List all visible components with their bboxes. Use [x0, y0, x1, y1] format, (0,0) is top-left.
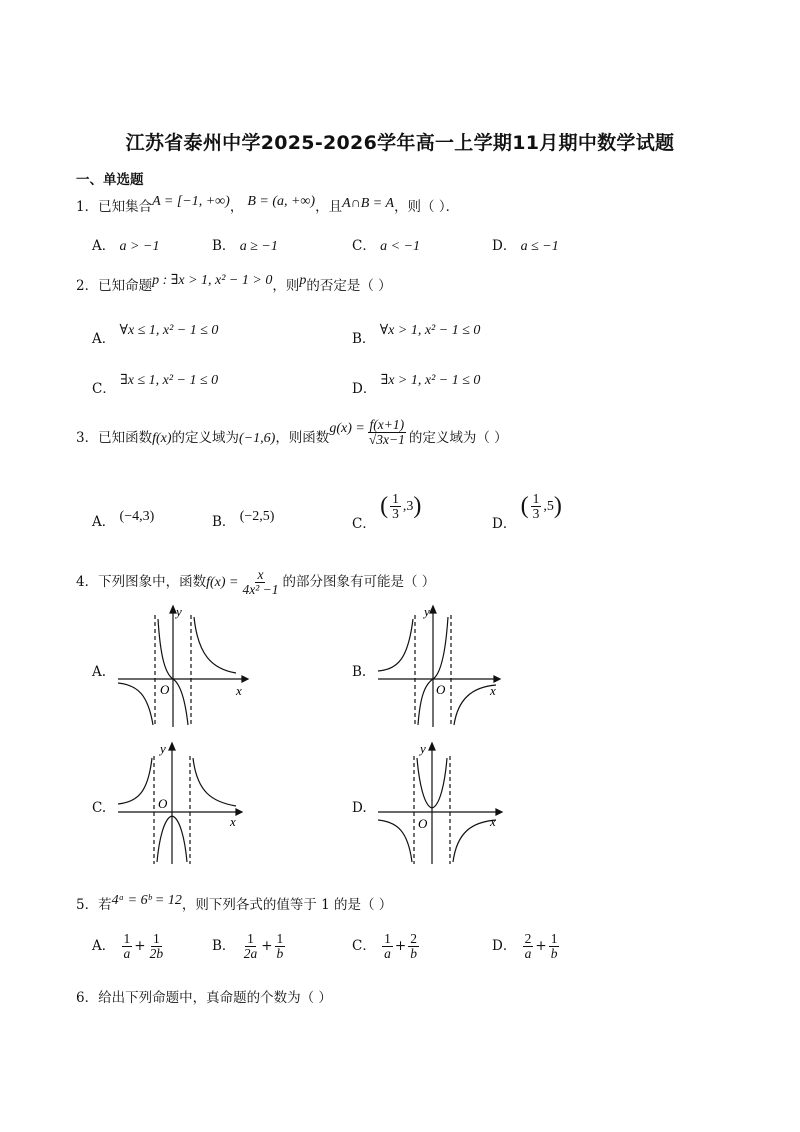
question-number: 2． [76, 278, 99, 294]
question-text: ， [229, 199, 244, 215]
operator: + [394, 938, 407, 955]
numerator: 1 [123, 931, 131, 946]
denominator: b [550, 946, 558, 962]
question-number: 3． [76, 430, 99, 447]
option-label: B． [212, 238, 236, 254]
paren-close: ) [413, 493, 422, 520]
option-label: B． [212, 514, 236, 530]
origin-label: O [436, 682, 446, 697]
domain: (−1,6) [239, 431, 276, 447]
y-axis-arrow [429, 743, 435, 750]
set-a: A = [−1, +∞) [152, 194, 230, 209]
option-label: A． [92, 938, 116, 955]
option-a[interactable] [92, 664, 106, 680]
option-label: D． [492, 238, 517, 254]
fraction [408, 932, 419, 961]
option-label: C． [92, 381, 116, 397]
option-d[interactable] [492, 491, 562, 533]
option-c[interactable] [92, 800, 106, 816]
option-d[interactable] [352, 800, 367, 816]
curve-left-branch [378, 619, 413, 671]
fraction [148, 932, 166, 961]
x-axis-arrow [242, 676, 248, 682]
option-c[interactable] [352, 234, 420, 255]
graph-option-c[interactable] [112, 740, 252, 866]
option-text: ∃x > 1, x² − 1 ≤ 0 [380, 373, 481, 388]
fraction [531, 492, 542, 521]
numerator: 1 [152, 931, 160, 946]
graph-option-a[interactable] [112, 603, 252, 731]
option-b[interactable] [212, 504, 275, 530]
question-number: 4． [76, 574, 99, 591]
x-label: x [236, 683, 242, 698]
option-text: a < −1 [380, 239, 421, 254]
question-text: 下列图象中，函数 [98, 574, 207, 591]
operator: + [134, 938, 146, 955]
option-label: A． [92, 514, 116, 530]
fraction [390, 492, 401, 521]
condition: 4ᵃ = 6ᵇ = 12 [111, 893, 182, 908]
question-number: 5． [76, 897, 99, 913]
question-number: 1． [76, 199, 99, 215]
option-a[interactable] [92, 318, 219, 347]
option-text: ∀x ≤ 1, x² − 1 ≤ 0 [119, 323, 219, 338]
question-text: ，且 [315, 199, 343, 215]
question-1 [76, 195, 459, 216]
denominator: b [276, 946, 284, 962]
option-label: C． [352, 238, 376, 254]
question-text: 的定义域为（ ） [408, 430, 508, 447]
option-c[interactable] [352, 932, 421, 961]
question-text: 已知函数 [98, 430, 153, 447]
x-axis-arrow [494, 676, 500, 682]
question-text: ，则下列各式的值等于 1 的是（ ） [181, 897, 393, 913]
option-c[interactable] [352, 491, 422, 533]
option-text: (−2,5) [239, 509, 275, 524]
numerator: 1 [276, 931, 284, 946]
question-4 [76, 568, 435, 597]
denominator: a [524, 946, 532, 962]
question-text: 的否定是（ ） [306, 278, 392, 294]
paren-open: ( [520, 493, 529, 520]
numerator: 1 [392, 491, 399, 506]
graph-option-d[interactable] [372, 740, 512, 866]
option-text: a ≥ −1 [239, 239, 278, 254]
x-label: x [490, 683, 496, 698]
x-label: x [490, 814, 496, 829]
x-axis-arrow [496, 809, 502, 815]
curve-right-branch [194, 617, 236, 673]
numerator: x [257, 567, 264, 582]
page-title: 江苏省泰州中学2025-2026学年高一上学期11月期中数学试题 [125, 132, 675, 154]
option-label: A． [92, 331, 116, 347]
option-a[interactable] [92, 504, 155, 530]
paren-open: ( [380, 493, 389, 520]
option-label: D. [352, 800, 367, 816]
option-b[interactable] [212, 932, 287, 961]
numerator: 1 [247, 931, 254, 946]
question-6 [76, 986, 332, 1006]
denominator: b [410, 946, 417, 962]
question-text: 的定义域为 [171, 430, 240, 447]
option-d[interactable] [492, 234, 559, 255]
option-text: ,3 [402, 499, 414, 515]
graph-option-b[interactable] [372, 603, 512, 731]
origin-label: O [158, 796, 168, 811]
option-b[interactable] [212, 234, 278, 255]
option-d[interactable] [352, 368, 481, 397]
denominator: a [123, 946, 131, 962]
y-label: y [420, 741, 426, 756]
numerator: 1 [384, 931, 391, 946]
denominator: a [384, 946, 391, 962]
curve-right-branch [193, 758, 236, 806]
option-text: ∀x > 1, x² − 1 ≤ 0 [379, 323, 481, 338]
question-text: ，则函数 [275, 430, 330, 447]
option-c[interactable] [92, 368, 219, 397]
option-label: B． [352, 331, 376, 347]
numerator: 2 [410, 931, 417, 946]
option-label: A. [92, 664, 107, 680]
section-heading: 一、单选题 [76, 172, 144, 188]
fraction [367, 418, 407, 447]
origin-label: O [418, 816, 428, 831]
y-axis-arrow [430, 606, 436, 613]
option-text: a ≤ −1 [520, 239, 559, 254]
fraction [242, 932, 260, 961]
question-text: 若 [98, 897, 112, 913]
option-text: a > −1 [119, 239, 160, 254]
fraction [549, 932, 560, 961]
proposition-p: p [299, 273, 307, 288]
question-3 [76, 417, 508, 453]
curve-left-branch [118, 758, 152, 804]
y-axis-arrow [169, 743, 175, 750]
numerator: 1 [550, 931, 558, 946]
option-label: D． [492, 516, 517, 533]
option-b[interactable] [352, 664, 366, 680]
denominator: 2a [243, 946, 258, 962]
option-label: A． [92, 238, 116, 254]
question-text: ，则 [272, 278, 300, 294]
question-text: ，则（ ）． [394, 199, 460, 215]
set-b: B = (a, +∞) [247, 194, 316, 209]
option-label: B. [352, 664, 367, 680]
numerator: 2 [524, 931, 532, 946]
origin-label: O [160, 682, 170, 697]
y-label: y [176, 604, 182, 619]
y-label: y [424, 604, 430, 619]
numerator: f(x+1) [369, 417, 405, 432]
option-label: D． [352, 381, 377, 397]
fraction [382, 932, 393, 961]
option-d[interactable] [492, 932, 561, 961]
condition: A∩B = A [342, 196, 395, 211]
numerator: 1 [532, 491, 540, 506]
option-text: ∃x ≤ 1, x² − 1 ≤ 0 [120, 373, 219, 388]
x-axis-arrow [236, 809, 242, 815]
function-f: f(x) [152, 431, 172, 447]
denominator: √3x−1 [368, 432, 405, 448]
proposition: p : ∃x > 1, x² − 1 > 0 [152, 273, 273, 288]
paren-close: ) [553, 493, 562, 520]
question-number: 6． [76, 990, 99, 1006]
option-label: C． [352, 516, 376, 533]
question-text: 给出下列命题中，真命题的个数为（ ） [98, 990, 332, 1006]
option-a[interactable] [92, 234, 159, 255]
denominator: 2b [149, 946, 164, 962]
y-label: y [160, 741, 166, 756]
option-text: (−4,3) [119, 509, 155, 524]
option-a[interactable] [92, 932, 167, 961]
denominator: 4x² −1 [242, 582, 279, 598]
question-2 [76, 274, 392, 295]
question-text: 已知命题 [98, 278, 153, 294]
x-label: x [230, 814, 236, 829]
fraction [275, 932, 286, 961]
option-label: C． [352, 938, 376, 955]
option-b[interactable] [352, 318, 481, 347]
question-text: 的部分图象有可能是（ ） [282, 574, 436, 591]
option-text: ,5 [543, 499, 554, 515]
operator: + [535, 938, 547, 955]
option-label: C. [92, 800, 107, 816]
function-f: f(x) = [206, 575, 239, 591]
curve-left-branch [118, 683, 153, 725]
option-label: B． [212, 938, 236, 955]
option-label: D． [492, 938, 517, 955]
fraction [122, 932, 133, 961]
denominator: 3 [392, 506, 399, 522]
question-5 [76, 893, 392, 914]
function-g: g(x) = [329, 421, 365, 437]
fraction [523, 932, 534, 961]
fraction [240, 568, 280, 597]
curve-left-branch [378, 820, 412, 862]
denominator: 3 [532, 506, 540, 522]
operator: + [261, 938, 273, 955]
question-text: 已知集合 [98, 199, 153, 215]
